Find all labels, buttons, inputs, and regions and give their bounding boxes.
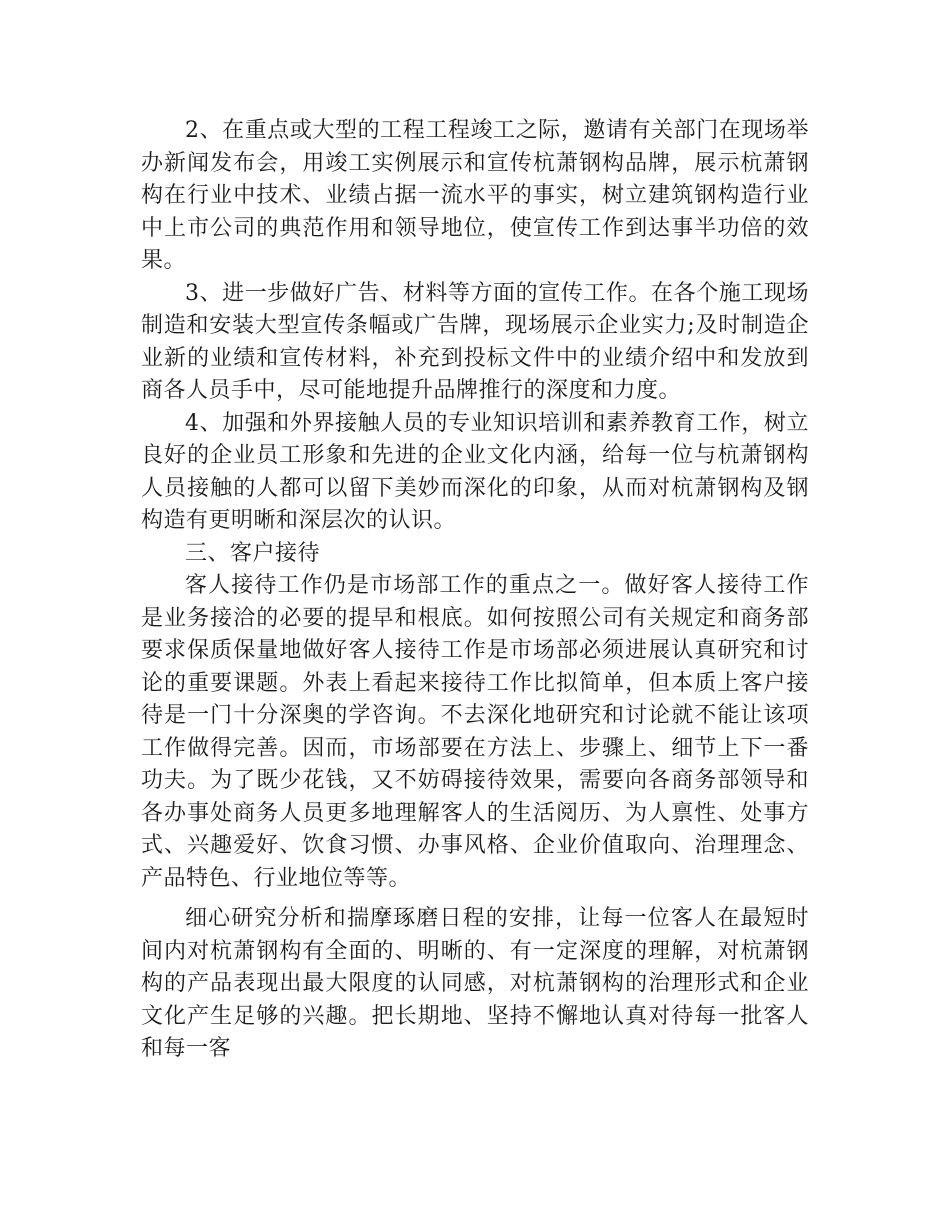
paragraph-advertising: 3、进一步做好广告、材料等方面的宣传工作。在各个施工现场制造和安装大型宣传条幅或广告牌，现场展示企业实力;及时制造企业新的业绩和宣传材料，补充到投标文件中的业绩介绍中和发放到商各人员手中，尽可能地提升品牌推行的深度和力度。 (141, 280, 809, 403)
document-body (141, 115, 809, 1066)
paragraph-schedule-planning: 细心研究分析和揣摩琢磨日程的安排，让每一位客人在最短时间内对杭萧钢构有全面的、明晰的、有一定深度的理解，对杭萧钢构的产品表现出最大限度的认同感，对杭萧钢构的治理形式和企业文化产生足够的兴趣。把长期地、坚持不懈地认真对待每一批客人和每一客 (141, 906, 809, 1061)
paragraph-publicity-launch: 2、在重点或大型的工程工程竣工之际，邀请有关部门在现场举办新闻发布会，用竣工实例展示和宣传杭萧钢构品牌，展示杭萧钢构在行业中技术、业绩占据一流水平的事实，树立建筑钢构造行业中上市公司的典范作用和领导地位，使宣传工作到达事半功倍的效果。 (141, 118, 809, 273)
paragraph-staff-training: 4、加强和外界接触人员的专业知识培训和素养教育工作，树立良好的企业员工形象和先进的企业文化内涵，给每一位与杭萧钢构人员接触的人都可以留下美妙而深化的印象，从而对杭萧钢构及钢构造有更明晰和深层次的认识。 (141, 410, 809, 533)
section-heading-customer-reception: 三、客户接待 (185, 540, 321, 566)
paragraph-reception-work: 客人接待工作仍是市场部工作的重点之一。做好客人接待工作是业务接洽的必要的提早和根底。如何按照公司有关规定和商务部要求保质保量地做好客人接待工作是市场部必须进展认真研究和讨论的重要课题。外表上看起来接待工作比拟简单，但本质上客户接待是一门十分深奥的学咨询。不去深化地研究和讨论就不能让该项工作做得完善。因而，市场部要在方法上、步骤上、细节上下一番功夫。为了既少花钱，又不妨碍接待效果，需要向各商务部领导和各办事处商务人员更多地理解客人的生活阅历、为人禀性、处事方式、兴趣爱好、饮食习惯、办事风格、企业价值取向、治理理念、产品特色、行业地位等等。 (141, 573, 809, 891)
